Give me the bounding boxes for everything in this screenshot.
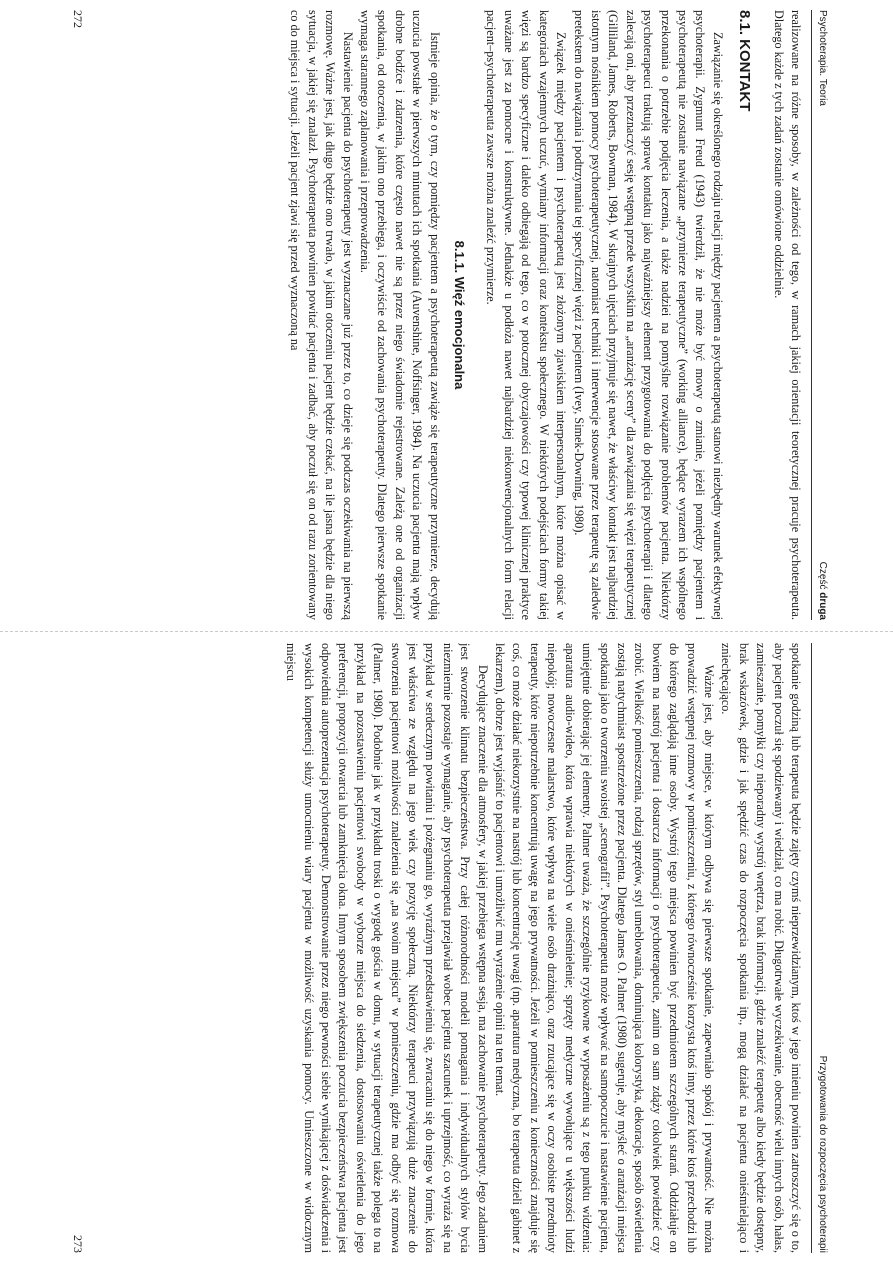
running-head-part-bold: druga bbox=[817, 592, 828, 620]
left-running-head-title: Psychoterapia. Teoria bbox=[817, 10, 828, 106]
paragraph: Nastawienie pacjenta do psychoterapeuty jest wyznaczane już przez to, co dzieje się podczas oczekiwania na pierwszą rozmowę. Ważne jest, jak długo będzie ono trwało, w jakim otoczeniu pacjent będzie czekać, na ile jasna będzie dla niego sytuacja, w jakiej się znalazł. Psychoterapeuta powinien powitać pacjenta i zadbać, aby poczuł się on od razu zorientowany co do miejsca i sytuacji. Jeżeli pacjent zjawi się przed wyznaczoną na bbox=[288, 10, 355, 620]
left-running-head bbox=[811, 10, 830, 620]
paragraph: Istnieje opinia, że o tym, czy pomiędzy pacjentem a psychoterapeutą zawiąże się terapeutyczne przymierze, decydują uczucia powstałe w pierwszych minutach ich spotkania (Auvenshine, Noffsinger, 1984). Na uczucia pacjenta mają wpływ drobne bodźce i zdarzenia, które często nawet nie są przez niego świadomie rejestrowane. Zależą one od organizacji spotkania, od otoczenia, w jakim ono przebiega, i oczywiście od zachowania psychoterapeuty. Dlatego pierwsze spotkanie wymaga starannego zaplanowania i przeprowadzenia. bbox=[358, 10, 442, 620]
page-number-right: 273 bbox=[71, 1235, 85, 1253]
paragraph: Ważne jest, aby miejsce, w którym odbywa się pierwsze spotkanie, zapewniało spokój i prywatność. Nie można prowadzić wstępnej rozmowy w pomieszczeniu, z którego równocześnie korzysta ktoś inny, przez które ktoś przechodzi lub do którego zaglądają inne osoby. Wystrój tego miejsca powinien być przedmiotem szczególnych starań. Oddziałuje on bowiem na nastrój pacjenta i dostarcza informacji o psychoterapeucie, zanim on sam zdąży cokolwiek powiedzieć czy zrobić. Wielkość pomieszczenia, rodzaj sprzętów, styl umeblowania, dominująca kolorystyka, dekoracje, sposób oświetlenia zostają natychmiast spostrzeżone przez pacjenta. Dlatego James O. Palmer (1980) sugeruje, aby myśleć o aranżacji miejsca spotkania jako o tworzeniu swoistej „scenografii”. Psychoterapeuta może wpływać na samopoczucie i nastawienie pacjenta, umiejętnie dobierając jej elementy. Palmer uważa, że szczególnie ryzykowne w wyposażeniu są z tego punktu widzenia: aparatura audio-wideo, która wprawia niektórych w onieśmielenie; sprzęty medyczne wywołujące u większości ludzi niepokój; nowoczesne malarstwo, które wpływa na wiele osób drażniąco, oraz rzucające się w oczy osobiste przedmioty terapeuty, które niepotrzebnie koncentrują uwagę na jego prywatności. Jeżeli w pomieszczeniu z konieczności znajduje się coś, co może działać niekorzystnie na nastrój lub koncentrację uwagi (np. aparatura medyczna, bo terapeuta dzieli gabinet z lekarzem), dobrze jest wyjaśnić to pacjentowi i umożliwić mu wyrażenie opinii na ten temat. bbox=[493, 643, 716, 1253]
left-running-head-part bbox=[817, 562, 828, 620]
left-body-text bbox=[94, 10, 804, 620]
paragraph: Zawiązanie się określonego rodzaju relacji między pacjentem a psychoterapeutą stanowi niezbędny warunek efektywnej psychoterapii. Zygmunt Freud (1943) twierdził, że nie może być mowy o zmianie, jeżeli pomiędzy pacjentem i psychoterapeutą nie zostanie nawiązane „przymierze terapeutyczne” (working alliance), będące wyrazem ich wspólnego przekonania o potrzebie podjęcia leczenia, a także nadziei na pomyślne rozwiązanie problemów pacjenta. Niektórzy psychoterapeuci traktują sprawę kontaktu jako najważniejszy element przygotowania do podjęcia psychoterapii i dlatego zalecają oni, aby przeznaczyć sesję wstępną przede wszystkim na „aranżację sceny” dla zawiązania się więzi terapeutycznej (Gilliland, James, Roberts, Bowman, 1984). W skrajnych ujęciach przyjmuje się nawet, że właściwy kontakt jest najbardziej istotnym nośnikiem pomocy psychoterapeutycznej, natomiast techniki i interwencje stosowane przez terapeutę są zaledwie pretekstem do nawiązania i podtrzymania tej specyficznej więzi z pacjentem (Ivey, Simek-Downing, 1980). bbox=[571, 10, 725, 620]
section-heading: 8.1.1. Więź emocjonalna bbox=[452, 240, 468, 390]
paragraph: Związek między pacjentem i psychoterapeutą jest złożonym zjawiskiem interpersonalnym, które można opisać w kategoriach wzajemnych uczuć, wymiany informacji oraz kontekstu społecznego. W niektórych podejściach formy takiej więzi są bardzo specyficzne i daleko odbiegają od tego, co w potocznej obyczajowości czy typowej klinicznej praktyce uważane jest za pomocne i konstruktywne. Jednakże u podłoża nawet najbardziej niekonwencjonalnych form relacji pacjent–psychoterapeuta zawsze można znaleźć przymierze. bbox=[484, 10, 569, 620]
running-head-part-prefix: Część bbox=[817, 561, 828, 593]
right-running-head bbox=[811, 643, 830, 1253]
intro-paragraph: realizowane na różne sposoby, w zależności od tego, w ramach jakiej orientacji teoretycznej pracuje psychoterapeuta. Dlatego każde z tych zadań zostanie omówione oddzielnie. bbox=[771, 10, 803, 620]
paragraph: spotkanie godziną lub terapeuta będzie zajęty czymś nieprzewidzianym, ktoś w jego imieniu powinien zatroszczyć się o to, aby pacjent poczuł się spodziewany i wiedział, co ma robić. Długotrwałe wyczekiwanie, obecność wielu innych osób, hałas, zamieszanie, pomyłki czy nieporadny wystrój wnętrza, brak informacji, gdzie znaleźć terapeutę albo kiedy będzie dostępny, brak wskazówek, gdzie i jak spędzić czas do rozpoczęcia spotkania itp., mogą działać na pacjenta onieśmielająco i zniechęcająco. bbox=[719, 643, 803, 1253]
right-page bbox=[70, 643, 830, 1253]
chapter-heading: 8.1. KONTAKT bbox=[736, 10, 754, 112]
right-body-text bbox=[94, 643, 804, 1253]
left-page bbox=[70, 10, 830, 620]
page-gutter bbox=[0, 631, 893, 632]
paragraph: Decydujące znaczenie dla atmosfery, w jakiej przebiega wstępna sesja, ma zachowanie psychoterapeuty. Jego zadaniem jest stworzenie klimatu bezpieczeństwa. Przy całej różnorodności modeli pomagania i indywidualnych stylów bycia niezmiernie pozostaje wymaganie, aby psychoterapeuta przejawiał wobec pacjenta szacunek i uprzejmość, co wyraża się na przykład w serdecznym powitaniu i pożegnaniu go, wyraźnym przedstawieniu się, zwracaniu się do niego w formie, która jest właściwa ze względu na jego wiek czy pozycję społeczną. Niektórzy terapeuci przywiązują duże znaczenie do stworzenia pacjentowi możliwości znalezienia się „na swoim miejscu” w pomieszczeniu, gdzie ma odbyć się rozmowa (Palmer, 1980). Podobnie jak w przykładu troski o wygodę gościa w domu, w sytuacji terapeutycznej także polega to na przykład na pozostawieniu pacjentowi swobody w wyborze miejsca do siedzenia, dostosowaniu oświetlenia do jego preferencji, propozycji otwarcia lub zamknięcia okna. Innym sposobem zwiększenia poczucia bezpieczeństwa pacjenta jest odpowiednia autoprezentacja psychoterapeuty. Demonstrowanie przez niego pewności siebie wynikającej z doświadczenia i wysokich kompetencji służy umocnieniu wiary pacjenta w możliwość uzyskania pomocy. Umieszczone w widocznym miejscu bbox=[284, 643, 490, 1253]
page-number-left: 272 bbox=[71, 10, 85, 28]
right-running-head-title: Przygotowania do rozpoczęcia psychoterapii bbox=[817, 1055, 828, 1253]
